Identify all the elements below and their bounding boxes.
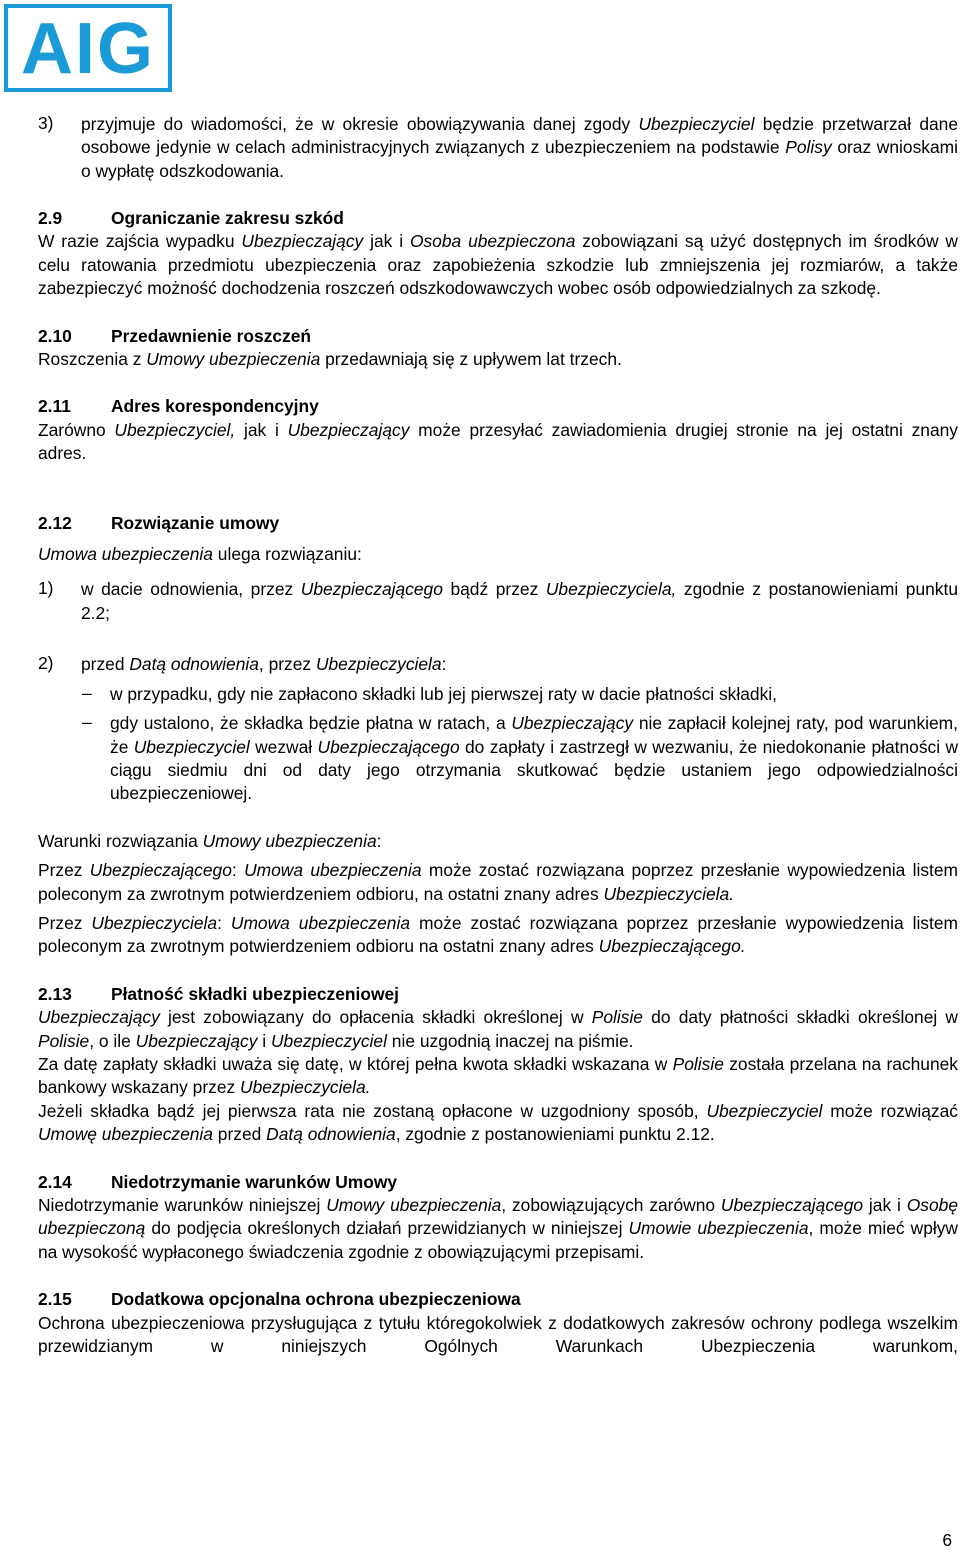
section-2-11 [38,395,958,465]
section-2-14 [38,1171,958,1265]
aig-logo-mark [13,13,163,83]
termination-conditions-label: Warunki rozwiązania Umowy ubezpieczenia: [38,830,382,851]
list-item-text: przyjmuje do wiadomości, że w okresie obowiązywania danej zgody Ubezpieczyciel będzie przetwarzał dane osobowe jedynie w celach administracyjnych związanych z ubezpieczeniem na podstawie Polisy oraz wnioskami o wypłatę odszkodowania. [81,114,959,181]
document-body [38,113,958,1358]
section-text: Roszczenia z Umowy ubezpieczenia przedawniają się z upływem lat trzech. [38,349,622,370]
section-text: W razie zajścia wypadku Ubezpieczający jak i Osoba ubezpieczona zobowiązani są użyć dostępnych im środków w celu ratowania przedmiotu ubezpieczenia oraz zapobieżenia szkodzie lub zmniejszenia jej rozmiarów, a także zabezpieczyć możność dochodzenia roszczeń odszkodowawczych wobec osób odpowiedzialnych za szkodę. [38,231,958,299]
section-intro: Umowa ubezpieczenia ulega rozwiązaniu: [38,544,362,565]
section-heading: 2.10 Przedawnienie roszczeń [38,325,312,346]
section-2-13 [38,983,958,1147]
section-heading: 2.13 Płatność składki ubezpieczeniowej [38,983,400,1004]
list-item-1: 1) w dacie odnowienia, przez Ubezpieczającego bądź przez Ubezpieczyciela, zgodnie z postanowieniami punktu 2.2; [38,578,958,623]
termination-by-insured: Przez Ubezpieczającego: Umowa ubezpieczenia może zostać rozwiązana poprzez przesłanie wypowiedzenia listem poleconym za zwrotnym potwierdzeniem odbioru, na ostatni znany adres Ubezpieczyciela. [38,860,959,904]
section-text: Zarówno Ubezpieczyciel, jak i Ubezpieczający może przesyłać zawiadomienia drugiej stronie na jej ostatni znany adres. [38,419,958,464]
list-number: 3) [38,113,54,133]
dash-item-2: – gdy ustalono, że składka będzie płatna w ratach, a Ubezpieczający nie zapłacił kolejnej raty, pod warunkiem, że Ubezpieczyciel wezwał Ubezpieczającego do zapłaty i zastrzegł w wezwaniu, że niedokonanie płatności w ciągu siedmiu dni od daty jego otrzymania skutkować będzie ustaniem jego odpowiedzialności ubezpieczeniowej. [82,712,959,804]
section-text: Ochrona ubezpieczeniowa przysługująca z tytułu któregokolwiek z dodatkowych zakresów ochrony podlega wszelkim przewidzianym w niniejszych Ogólnych Warunkach Ubezpieczenia warunkom, [38,1312,958,1357]
section-heading: 2.14 Niedotrzymanie warunków Umowy [38,1171,398,1192]
svg-text:AIG: AIG [20,13,156,83]
page-number: 6 [942,1530,952,1550]
section-text: Ubezpieczający jest zobowiązany do opłacenia składki określonej w Polisie do daty płatności składki określonej w Polisie, o ile Ubezpieczający i Ubezpieczyciel nie uzgodnią inaczej na piśmie. [38,1007,958,1051]
section-text: Za datę zapłaty składki uważa się datę, w której pełna kwota składki wskazana w Polisie została przelana na rachunek bankowy wskazany przez Ubezpieczyciela. [38,1053,958,1098]
aig-logo [4,4,172,92]
section-heading: 2.9 Ograniczanie zakresu szkód [38,208,344,228]
list-item-2: 2) przed Datą odnowienia, przez Ubezpieczyciela: [38,653,447,675]
section-heading: 2.12 Rozwiązanie umowy [38,512,280,533]
section-2-12 [38,512,958,959]
section-text: Niedotrzymanie warunków niniejszej Umowy ubezpieczenia, zobowiązujących zarówno Ubezpieczającego jak i Osobę ubezpieczoną do podjęcia określonych działań przewidzianych w niniejszej Umowie ubezpieczenia, może mieć wpływ na wysokość wypłaconego świadczenia zgodnie z obowiązującymi przepisami. [38,1195,958,1262]
section-heading: 2.11 Adres korespondencyjny [38,396,319,417]
termination-by-insurer: Przez Ubezpieczyciela: Umowa ubezpieczenia może zostać rozwiązana poprzez przesłanie wypowiedzenia listem poleconym za zwrotnym potwierdzeniem odbioru na ostatni znany adres Ubezpieczającego. [38,912,958,957]
section-2-15 [38,1288,958,1358]
section-2-10 [38,325,958,372]
section-heading: 2.15 Dodatkowa opcjonalna ochrona ubezpieczeniowa [38,1289,521,1310]
section-2-9 [38,207,958,301]
dash-item-1: – w przypadku, gdy nie zapłacono składki lub jej pierwszej raty w dacie płatności składki, [82,682,777,704]
section-text: Jeżeli składka bądź jej pierwsza rata nie zostaną opłacone w uzgodniony sposób, Ubezpieczyciel może rozwiązać Umowę ubezpieczenia przed Datą odnowienia, zgodnie z postanowieniami punktu 2.12. [38,1100,958,1145]
list-item-3 [38,113,958,185]
